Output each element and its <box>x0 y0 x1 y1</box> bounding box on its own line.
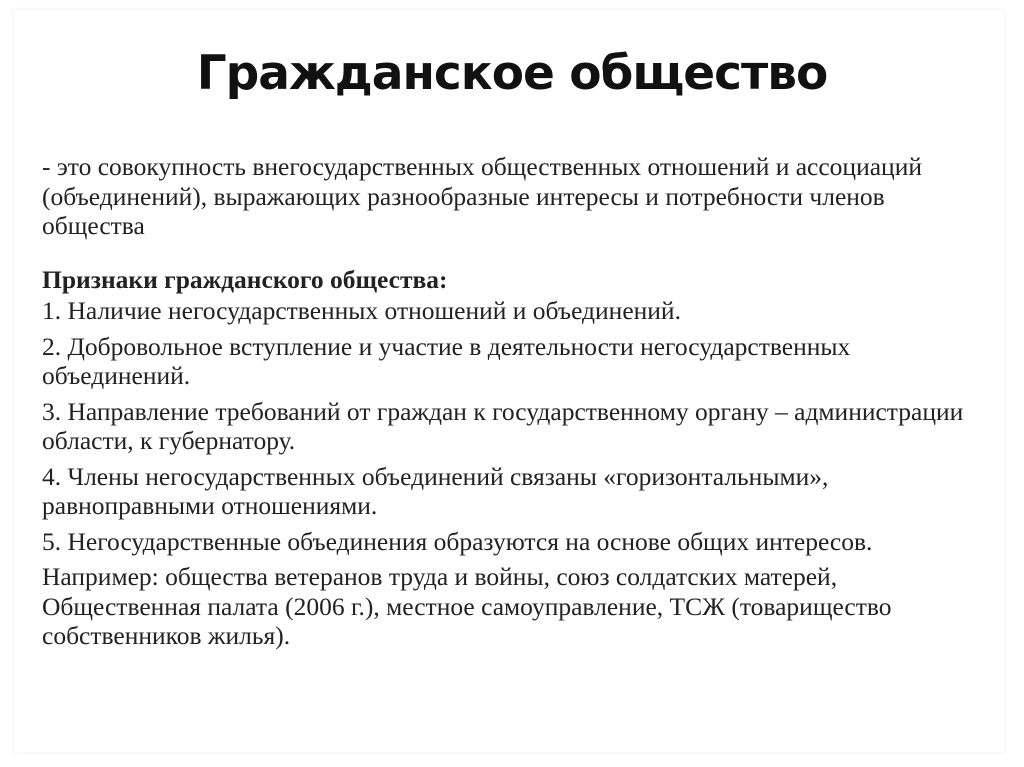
sign-item-5: 5. Негосударственные объединения образуются на основе общих интересов. <box>42 526 873 556</box>
slide-body <box>42 152 982 651</box>
sign-item-4: 4. Члены негосударственных объединений связаны «горизонтальными», равноправными отношениями. <box>42 461 829 520</box>
signs-heading: Признаки гражданского общества: <box>42 264 448 294</box>
sign-item-2: 2. Добровольное вступление и участие в деятельности негосударственных объединений. <box>42 331 851 390</box>
sign-item-3: 3. Направление требований от граждан к государственному органу – администрации области, к губернатору. <box>42 396 964 455</box>
definition-text: - это совокупность внегосударственных общественных отношений и ассоциаций (объединений), выражающих разнообразные интересы и потребности членов общества <box>42 152 922 240</box>
sign-item-1: 1. Наличие негосударственных отношений и объединений. <box>42 296 681 325</box>
slide-title: Гражданское общество <box>196 46 828 101</box>
example-text: Например: общества ветеранов труда и войны, союз солдатских матерей, Общественная палата (2006 г.), местное самоуправление, ТСЖ (товарищество собственников жилья). <box>42 562 892 650</box>
